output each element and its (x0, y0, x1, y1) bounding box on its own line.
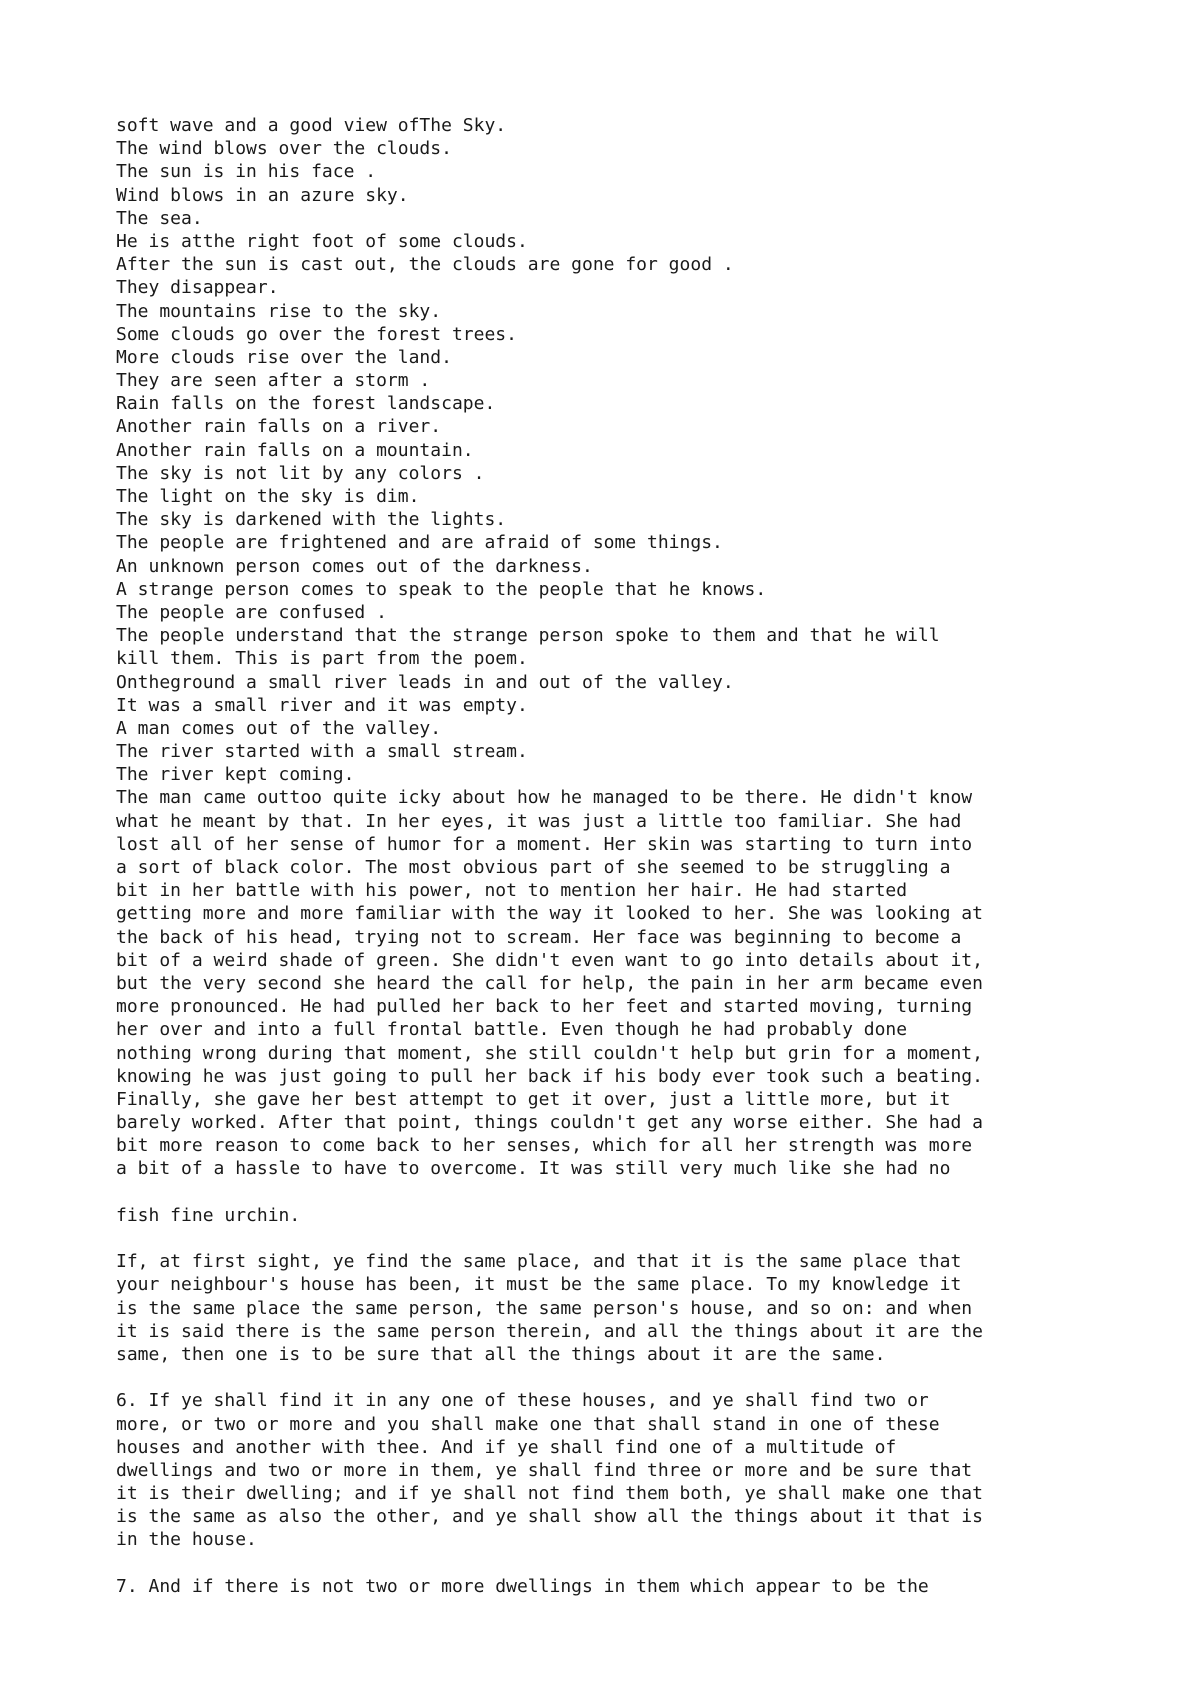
text-line: more pronounced. He had pulled her back to her feet and started moving, turning (116, 996, 973, 1018)
text-line: The people are frightened and are afraid of some things. (116, 532, 723, 554)
text-line: it is their dwelling; and if ye shall not find them both, ye shall make one that (116, 1483, 983, 1505)
text-line: Rain falls on the forest landscape. (116, 393, 496, 415)
text-line: Wind blows in an azure sky. (116, 184, 409, 206)
text-line: bit more reason to come back to her senses, which for all her strength was more (116, 1135, 973, 1157)
text-line: The light on the sky is dim. (116, 486, 420, 507)
text-line: The people understand that the strange person spoke to them and that he will (116, 625, 940, 647)
text-line: same, then one is to be sure that all the things about it are the same. (116, 1343, 886, 1365)
text-line: Another rain falls on a river. (116, 416, 442, 438)
text-line: fish fine urchin. (116, 1204, 301, 1226)
text-line: He is atthe right foot of some clouds. (116, 230, 528, 252)
text-line: kill them. This is part from the poem. (116, 648, 528, 670)
text-line: The river kept coming. (116, 764, 355, 786)
text-line: Ontheground a small river leads in and out of the valley. (116, 671, 734, 693)
text-line: They are seen after a storm . (116, 370, 431, 392)
text-line: The wind blows over the clouds. (116, 138, 452, 160)
text-line: bit of a weird shade of green. She didn't even want to go into details about it, (116, 949, 983, 971)
text-line: her over and into a full frontal battle. Even though he had probably done (116, 1019, 908, 1041)
text-line: is the same as also the other, and ye shall show all the things about it that is (116, 1506, 983, 1528)
text-line: what he meant by that. In her eyes, it was just a little too familiar. She had (116, 810, 962, 832)
text-line: Another rain falls on a mountain. (116, 439, 474, 461)
text-line: a sort of black color. The most obvious part of she seemed to be struggling a (116, 857, 951, 878)
text-line: but the very second she heard the call for help, the pain in her arm became even (116, 972, 983, 994)
text-line: bit in her battle with his power, not to mention her hair. He had started (116, 880, 908, 902)
text-line: An unknown person comes out of the darkness. (116, 555, 593, 577)
text-line: The sky is not lit by any colors . (116, 462, 485, 484)
text-line: your neighbour's house has been, it must be the same place. To my knowledge it (116, 1274, 962, 1296)
text-line: Some clouds go over the forest trees. (116, 323, 517, 345)
text-line: It was a small river and it was empty. (116, 694, 528, 716)
text-line: If, at first sight, ye find the same place, and that it is the same place that (116, 1251, 962, 1273)
text-line: More clouds rise over the land. (116, 346, 452, 368)
text-line: nothing wrong during that moment, she still couldn't help but grin for a moment, (116, 1042, 983, 1064)
text-line: The people are confused . (116, 601, 387, 623)
text-line: 6. If ye shall find it in any one of these houses, and ye shall find two or (116, 1390, 929, 1412)
text-line: 7. And if there is not two or more dwellings in them which appear to be the (116, 1575, 929, 1597)
document-page (116, 114, 1116, 1598)
paragraph-gap (116, 1227, 1116, 1250)
text-line: barely worked. After that point, things couldn't get any worse either. She had a (116, 1112, 983, 1134)
text-line: The sea. (116, 207, 203, 229)
text-line: more, or two or more and you shall make one that shall stand in one of these (116, 1413, 940, 1435)
text-line: The sky is darkened with the lights. (116, 509, 507, 531)
text-line: houses and another with thee. And if ye shall find one of a multitude of (116, 1436, 897, 1458)
text-line: getting more and more familiar with the way it looked to her. She was looking at (116, 903, 983, 925)
text-line: The man came outtoo quite icky about how he managed to be there. He didn't know (116, 787, 973, 809)
text-line: They disappear. (116, 277, 279, 299)
text-line: soft wave and a good view ofThe Sky. (116, 115, 507, 136)
text-line: A man comes out of the valley. (116, 717, 442, 739)
paragraph-gap (116, 1552, 1116, 1575)
text-line: The river started with a small stream. (116, 741, 528, 763)
text-line: knowing he was just going to pull her back if his body ever took such a beating. (116, 1065, 983, 1087)
text-line: A strange person comes to speak to the people that he knows. (116, 578, 767, 600)
text-line: a bit of a hassle to have to overcome. It was still very much like she had no (116, 1158, 951, 1180)
text-line: Finally, she gave her best attempt to get it over, just a little more, but it (116, 1088, 951, 1110)
text-line: is the same place the same person, the same person's house, and so on: and when (116, 1297, 973, 1319)
paragraph-gap (116, 1366, 1116, 1389)
text-line: The mountains rise to the sky. (116, 300, 442, 322)
text-line: it is said there is the same person therein, and all the things about it are the (116, 1320, 983, 1342)
text-line: The sun is in his face . (116, 161, 377, 183)
text-line: dwellings and two or more in them, ye shall find three or more and be sure that (116, 1459, 973, 1481)
paragraph-gap (116, 1181, 1116, 1204)
text-line: lost all of her sense of humor for a moment. Her skin was starting to turn into (116, 833, 973, 855)
text-line: in the house. (116, 1529, 257, 1551)
text-line: After the sun is cast out, the clouds are gone for good . (116, 254, 734, 276)
text-line: the back of his head, trying not to scream. Her face was beginning to become a (116, 926, 962, 948)
